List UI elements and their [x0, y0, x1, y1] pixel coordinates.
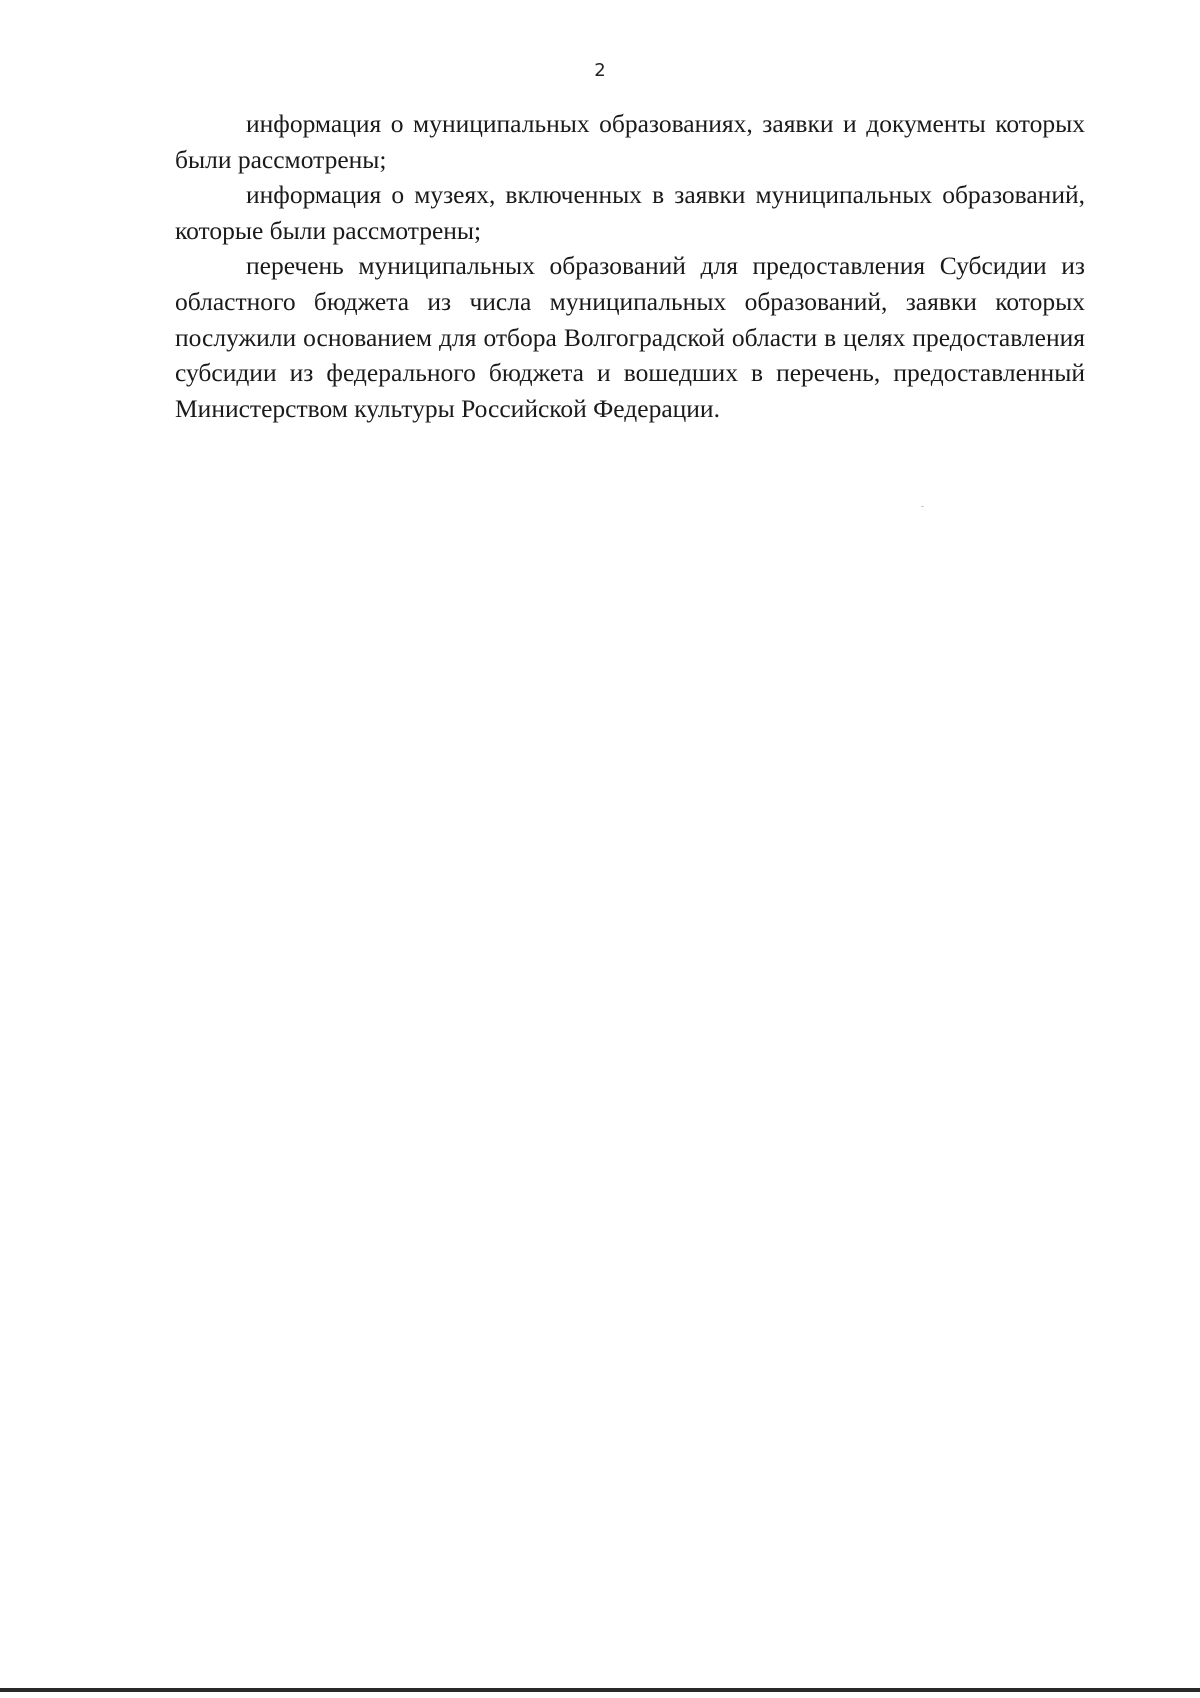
bottom-scan-edge [0, 1688, 1200, 1692]
paragraph-subsidy-list: перечень муниципальных образований для предоставления Субсидии из областного бюджета из числа муниципальных образований, заявки которых послужили основанием для отбора Волгоградской области в целях предоставления субсидии из федерального бюджета и вошедших в перечень, предоставленный Министерством культуры Российской Федерации. [175, 251, 1085, 423]
paragraph-municipal-info: информация о муниципальных образованиях, заявки и документы которых были рассмотрены; [175, 109, 1085, 174]
paragraph-museum-info: информация о музеях, включенных в заявки муниципальных образований, которые были рассмотрены; [175, 180, 1085, 245]
page-number: 2 [594, 60, 606, 81]
document-body [175, 106, 1085, 426]
scan-speck [921, 506, 924, 507]
